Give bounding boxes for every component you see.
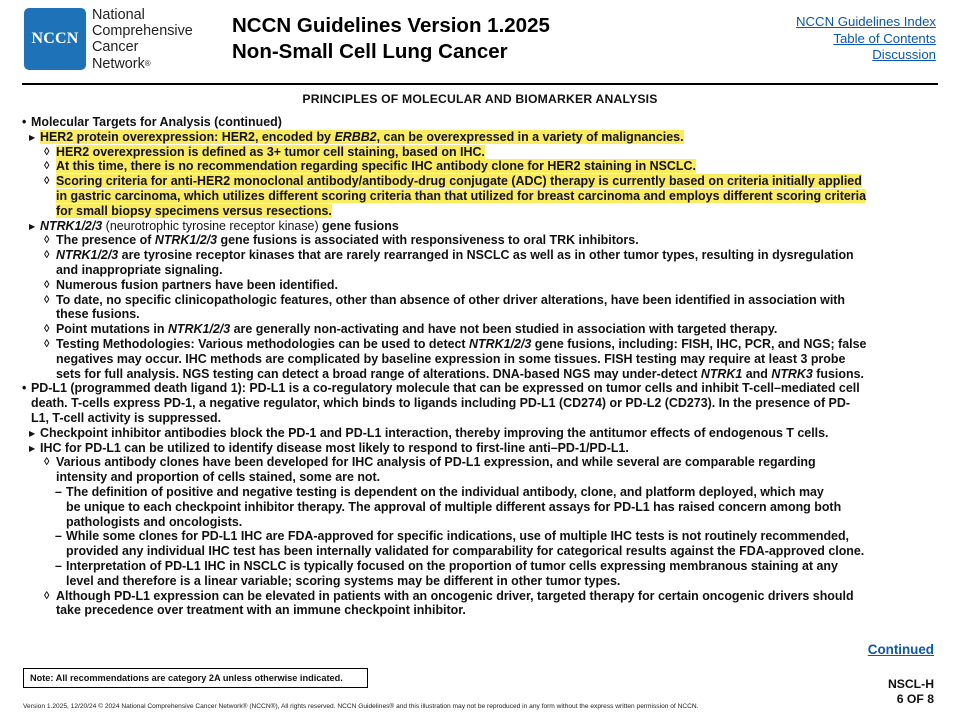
- continuation-line: [22, 189, 940, 204]
- text-span: gene fusions is associated with responsiveness to oral TRK inhibitors.: [217, 233, 639, 248]
- item-text: PD-L1 (programmed death ligand 1): PD-L1 is a co-regulatory molecule that can be expressed on tumor cells and inhibit T-cell–mediated cell: [31, 381, 860, 396]
- text-span: Testing Methodologies: Various methodologies can be used to detect: [56, 336, 470, 351]
- text-span: To date, no specific clinicopathologic features, other than absence of other driver alterations, have been identified in association with: [56, 292, 846, 307]
- diamond-bullet-icon: ◊: [44, 175, 50, 188]
- continuation-line: L1, T-cell activity is suppressed.: [31, 410, 222, 425]
- org-line-4: [92, 56, 222, 72]
- gene-name: NTRK1: [700, 366, 743, 381]
- gene-name: NTRK1/2/3: [56, 248, 119, 263]
- text-span: gene fusions: [318, 218, 399, 233]
- triangle-bullet-icon: ▶: [29, 428, 36, 438]
- text-span: Numerous fusion partners have been identified.: [56, 277, 338, 292]
- text-span: fusions.: [812, 366, 864, 381]
- continuation-line: be unique to each checkpoint inhibitor therapy. The approval of multiple different assays for PD-L1 has raised concern among both: [66, 499, 842, 514]
- text-span: are generally non-activating and have not been studied in association with targeted therapy.: [230, 322, 778, 337]
- gene-name: NTRK1/2/3: [469, 336, 532, 351]
- org-line-2: Comprehensive: [92, 23, 193, 40]
- triangle-bullet-icon: ▶: [29, 221, 36, 231]
- highlighted-text: Scoring criteria for anti-HER2 monoclonal antibody/antibody-drug conjugate (ADC) therapy is currently based on criteria initially applied: [56, 174, 862, 189]
- diamond-bullet-icon: ◊: [44, 337, 50, 350]
- gene-name: NTRK1/2/3: [167, 322, 231, 337]
- list-item: [22, 381, 940, 396]
- diamond-bullet-icon: ◊: [44, 234, 50, 247]
- gene-name: NTRK1/2/3: [40, 218, 103, 233]
- highlighted-text: in gastric carcinoma, which utilizes different scoring criteria than that utilized for breast carcinoma and employs different scoring criteria: [56, 188, 867, 203]
- text-span: HER2 protein overexpression: HER2, encoded by: [40, 129, 335, 144]
- text-span: and: [742, 366, 772, 381]
- list-item: [22, 174, 940, 189]
- org-line-1: National: [92, 7, 145, 23]
- page-header: [0, 0, 960, 84]
- highlighted-text: At this time, there is no recommendation regarding specific IHC antibody clone for HER2 staining in NSCLC.: [56, 159, 696, 174]
- note-box: Note: All recommendations are category 2A unless otherwise indicated.: [23, 668, 368, 688]
- org-line-3: Cancer: [92, 39, 139, 56]
- text-span: Point mutations in: [56, 322, 168, 337]
- page-id: NSCL-H: [887, 677, 934, 691]
- highlighted-text: [40, 130, 684, 144]
- registered-mark: ®: [144, 58, 151, 68]
- list-item: [22, 159, 940, 174]
- item-text: While some clones for PD-L1 IHC are FDA-approved for specific indications, use of multiple IHC tests is not routinely recommended,: [66, 529, 850, 544]
- list-item: [22, 529, 940, 544]
- item-text: Molecular Targets for Analysis (continued): [31, 115, 282, 129]
- continuation-line: intensity and proportion of cells stained, some are not.: [56, 470, 381, 485]
- continuation-line: level and therefore is a linear variable; scoring systems may be different in other tumor types.: [66, 573, 621, 588]
- list-item: [22, 115, 940, 130]
- triangle-bullet-icon: ▶: [29, 132, 36, 142]
- list-item: [22, 130, 940, 145]
- list-item: [22, 293, 940, 308]
- text-span: gene fusions, including: FISH, IHC, PCR, and NGS; false: [531, 336, 867, 351]
- continuation-line: [22, 367, 940, 382]
- continuation-line: death. T-cells express PD-1, a negative regulator, which binds to ligands including PD-L1 (CD274) or PD-L2 (CD273). In the presence of PD-: [31, 396, 850, 411]
- gene-name: NTRK1/2/3: [154, 233, 218, 248]
- highlighted-text: HER2 overexpression is defined as 3+ tumor cell staining, based on IHC.: [56, 144, 485, 159]
- guideline-content: [22, 115, 940, 618]
- dash-bullet-icon: –: [55, 484, 62, 499]
- text-span: (neurotrophic tyrosine receptor kinase): [102, 218, 319, 233]
- dash-bullet-icon: –: [55, 558, 62, 573]
- diamond-bullet-icon: ◊: [44, 589, 50, 602]
- list-item: [22, 337, 940, 352]
- page-code: [888, 677, 934, 707]
- diamond-bullet-icon: ◊: [44, 160, 50, 173]
- diamond-bullet-icon: ◊: [44, 278, 50, 291]
- org-line-4-text: Network: [92, 55, 145, 72]
- list-item: [22, 455, 940, 470]
- section-title: PRINCIPLES OF MOLECULAR AND BIOMARKER ANALYSIS: [302, 92, 658, 106]
- diamond-bullet-icon: ◊: [44, 323, 50, 336]
- list-item: [22, 322, 940, 337]
- bullet-icon: •: [22, 115, 27, 129]
- guideline-title: [232, 13, 550, 65]
- continuation-line: [22, 204, 940, 219]
- diamond-bullet-icon: ◊: [44, 293, 50, 306]
- continuation-line: and inappropriate signaling.: [56, 262, 223, 277]
- list-item: [22, 145, 940, 160]
- item-text: Although PD-L1 expression can be elevated in patients with an oncogenic driver, targeted therapy for certain oncogenic drivers should: [56, 588, 854, 603]
- triangle-bullet-icon: ▶: [29, 443, 36, 453]
- dash-bullet-icon: –: [55, 529, 62, 544]
- list-item: [22, 233, 940, 248]
- text-span: The presence of: [56, 233, 155, 248]
- copyright-footer: Version 1.2025, 12/20/24 © 2024 National Comprehensive Cancer Network® (NCCN®), All rights reserved. NCCN Guidelines® and this illustration may not be reproduced in any form without the express written permission of NCCN.: [23, 703, 699, 710]
- list-item: [22, 278, 940, 293]
- list-item: [22, 485, 940, 500]
- header-divider: [22, 83, 938, 85]
- table-of-contents-link[interactable]: Table of Contents: [833, 30, 936, 46]
- diamond-bullet-icon: ◊: [44, 456, 50, 469]
- continuation-line: provided any individual IHC test has been internally validated for comparability for categorical results against the FDA-approved clone.: [66, 544, 865, 559]
- page-number: 6 OF 8: [896, 692, 934, 706]
- item-text: The definition of positive and negative testing is dependent on the individual antibody, clone, and platform deployed, which may: [66, 484, 824, 499]
- guideline-version: NCCN Guidelines Version 1.2025: [232, 14, 550, 37]
- text-span: are tyrosine receptor kinases that are rarely rearranged in NSCLC as well as in other tumor types, resulting in dysregulation: [118, 248, 854, 263]
- continuation-line: these fusions.: [56, 307, 140, 322]
- continued-link[interactable]: Continued: [867, 642, 934, 657]
- list-item: [22, 559, 940, 574]
- text-span: sets for full analysis. NGS testing can detect a broad range of alterations. DNA-based NGS may under-detect: [56, 366, 701, 381]
- nav-links: [796, 14, 936, 64]
- list-item: [22, 589, 940, 604]
- continuation-line: take precedence over treatment with an immune checkpoint inhibitor.: [56, 603, 466, 618]
- item-text: Various antibody clones have been developed for IHC analysis of PD-L1 expression, and while several are comparable regarding: [56, 455, 816, 470]
- text-span: , can be overexpressed in a variety of malignancies.: [376, 129, 684, 144]
- guidelines-index-link[interactable]: NCCN Guidelines Index: [796, 14, 936, 29]
- gene-name: ERBB2: [334, 129, 377, 144]
- logo-text: NCCN: [31, 30, 79, 47]
- list-item: [22, 219, 940, 234]
- organization-name: [92, 7, 222, 72]
- continuation-line: negatives may occur. IHC methods are complicated by baseline expression in some tissues. FISH testing may require at least 3 probe: [56, 351, 846, 366]
- item-text: IHC for PD-L1 can be utilized to identify disease most likely to respond to first-line anti–PD-1/PD-L1.: [40, 440, 629, 455]
- continuation-line: pathologists and oncologists.: [66, 514, 243, 529]
- list-item: [22, 426, 940, 441]
- highlighted-text: for small biopsy specimens versus resections.: [56, 203, 332, 218]
- discussion-link[interactable]: Discussion: [872, 47, 936, 63]
- diamond-bullet-icon: ◊: [44, 249, 50, 262]
- list-item: [22, 441, 940, 456]
- gene-name: NTRK3: [771, 366, 813, 381]
- diamond-bullet-icon: ◊: [44, 145, 50, 158]
- item-text: Checkpoint inhibitor antibodies block the PD-1 and PD-L1 interaction, thereby improving the antitumor effects of endogenous T cells.: [40, 425, 829, 440]
- item-text: Interpretation of PD-L1 IHC in NSCLC is typically focused on the proportion of tumor cells expressing membranous staining at any: [66, 558, 838, 573]
- nccn-logo: [24, 8, 86, 70]
- bullet-icon: •: [22, 381, 27, 396]
- guideline-topic: Non-Small Cell Lung Cancer: [232, 40, 508, 63]
- list-item: [22, 248, 940, 263]
